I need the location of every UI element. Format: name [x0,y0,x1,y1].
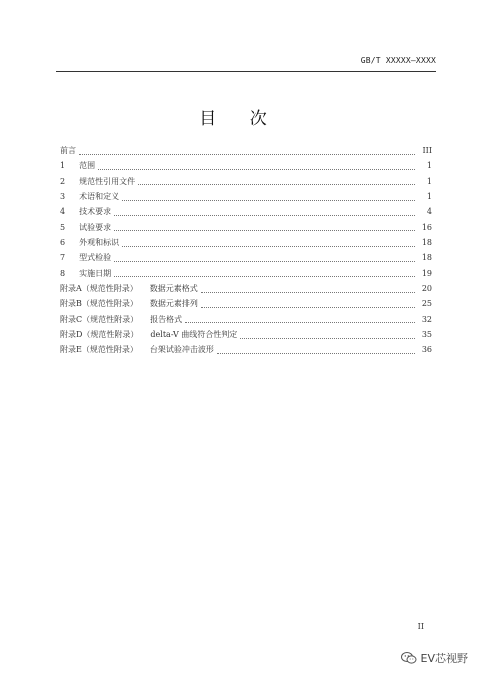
leader-dots [98,168,415,170]
toc-entry-number: 7 [60,253,66,263]
toc-entry-number: 1 [60,161,66,171]
toc-entry[interactable] [60,204,432,219]
toc-entry-label: 型式检验 [79,253,112,263]
toc-entry-page: 20 [421,284,432,294]
leader-dots [138,183,415,185]
toc-entry-page: 1 [426,192,432,202]
header-rule [56,71,436,72]
leader-dots [201,306,415,308]
toc-entry-page: 36 [421,345,432,355]
watermark-text: EV芯视野 [420,652,468,665]
toc-entry-number: 2 [60,176,66,186]
toc-entry-label: 数据元素排列 [149,299,198,309]
toc-entry-label: 数据元素格式 [149,284,198,294]
toc-entry-label: 实施日期 [79,268,112,278]
leader-dots [114,275,415,277]
appendix-id: 附录E（规范性附录） [60,345,138,355]
wechat-icon [401,651,417,665]
toc-entry-page: 4 [426,207,432,217]
appendix-id: 附录D（规范性附录） [60,330,139,340]
toc-entry[interactable] [60,174,432,189]
toc-entry-label: 试验要求 [79,222,112,232]
leader-dots [122,245,415,247]
toc-entry-page: 16 [421,222,432,232]
toc-entry[interactable] [60,235,432,250]
page-title: 目 次 [199,109,281,129]
toc-entry-page: 1 [426,161,432,171]
table-of-contents [60,143,432,358]
toc-entry-label: delta-V 曲线符合性判定 [150,330,238,340]
toc-entry-foreword[interactable] [60,143,432,158]
toc-entry-page: III [422,146,432,155]
watermark [401,650,468,666]
toc-entry-number: 8 [60,268,66,278]
leader-dots [217,352,415,354]
toc-entry-label: 台架试验冲击波形 [149,345,214,355]
toc-entry-page: 1 [426,176,432,186]
toc-entry-page: 18 [421,253,432,263]
toc-entry[interactable] [60,220,432,235]
appendix-id: 附录B（规范性附录） [60,299,138,309]
toc-entry[interactable] [60,266,432,281]
toc-entry-number: 4 [60,207,66,217]
toc-appendix-entry[interactable] [60,312,432,327]
toc-entry-page: 18 [421,238,432,248]
toc-entry-label: 外观和标识 [79,238,120,248]
toc-entry[interactable] [60,158,432,173]
toc-entry-page: 25 [421,299,432,309]
leader-dots [240,337,415,339]
appendix-id: 附录C（规范性附录） [60,314,139,324]
toc-entry-page: 32 [421,314,432,324]
footer-page-number: II [417,622,424,631]
toc-entry-number: 5 [60,222,66,232]
toc-entry-page: 19 [421,268,432,278]
leader-dots [122,199,415,201]
toc-entry-label: 技术要求 [79,207,112,217]
toc-appendix-entry[interactable] [60,327,432,342]
standard-code: GB/T XXXXX—XXXX [360,56,436,65]
toc-appendix-entry[interactable] [60,296,432,311]
toc-entry-label: 前言 [60,146,76,155]
toc-appendix-entry[interactable] [60,342,432,357]
toc-entry-label: 范围 [79,161,96,171]
leader-dots [114,260,415,262]
toc-entry-label: 规范性引用文件 [79,176,136,186]
leader-dots [114,229,415,231]
leader-dots [79,153,415,155]
toc-appendix-entry[interactable] [60,281,432,296]
toc-entry-label: 报告格式 [150,314,183,324]
leader-dots [201,291,415,293]
leader-dots [185,321,415,323]
appendix-id: 附录A（规范性附录） [60,284,138,294]
toc-entry-label: 术语和定义 [79,192,120,202]
toc-entry-page: 35 [421,330,432,340]
toc-entry-number: 6 [60,238,66,248]
toc-entry[interactable] [60,250,432,265]
toc-entry[interactable] [60,189,432,204]
toc-entry-number: 3 [60,192,66,202]
leader-dots [114,214,415,216]
